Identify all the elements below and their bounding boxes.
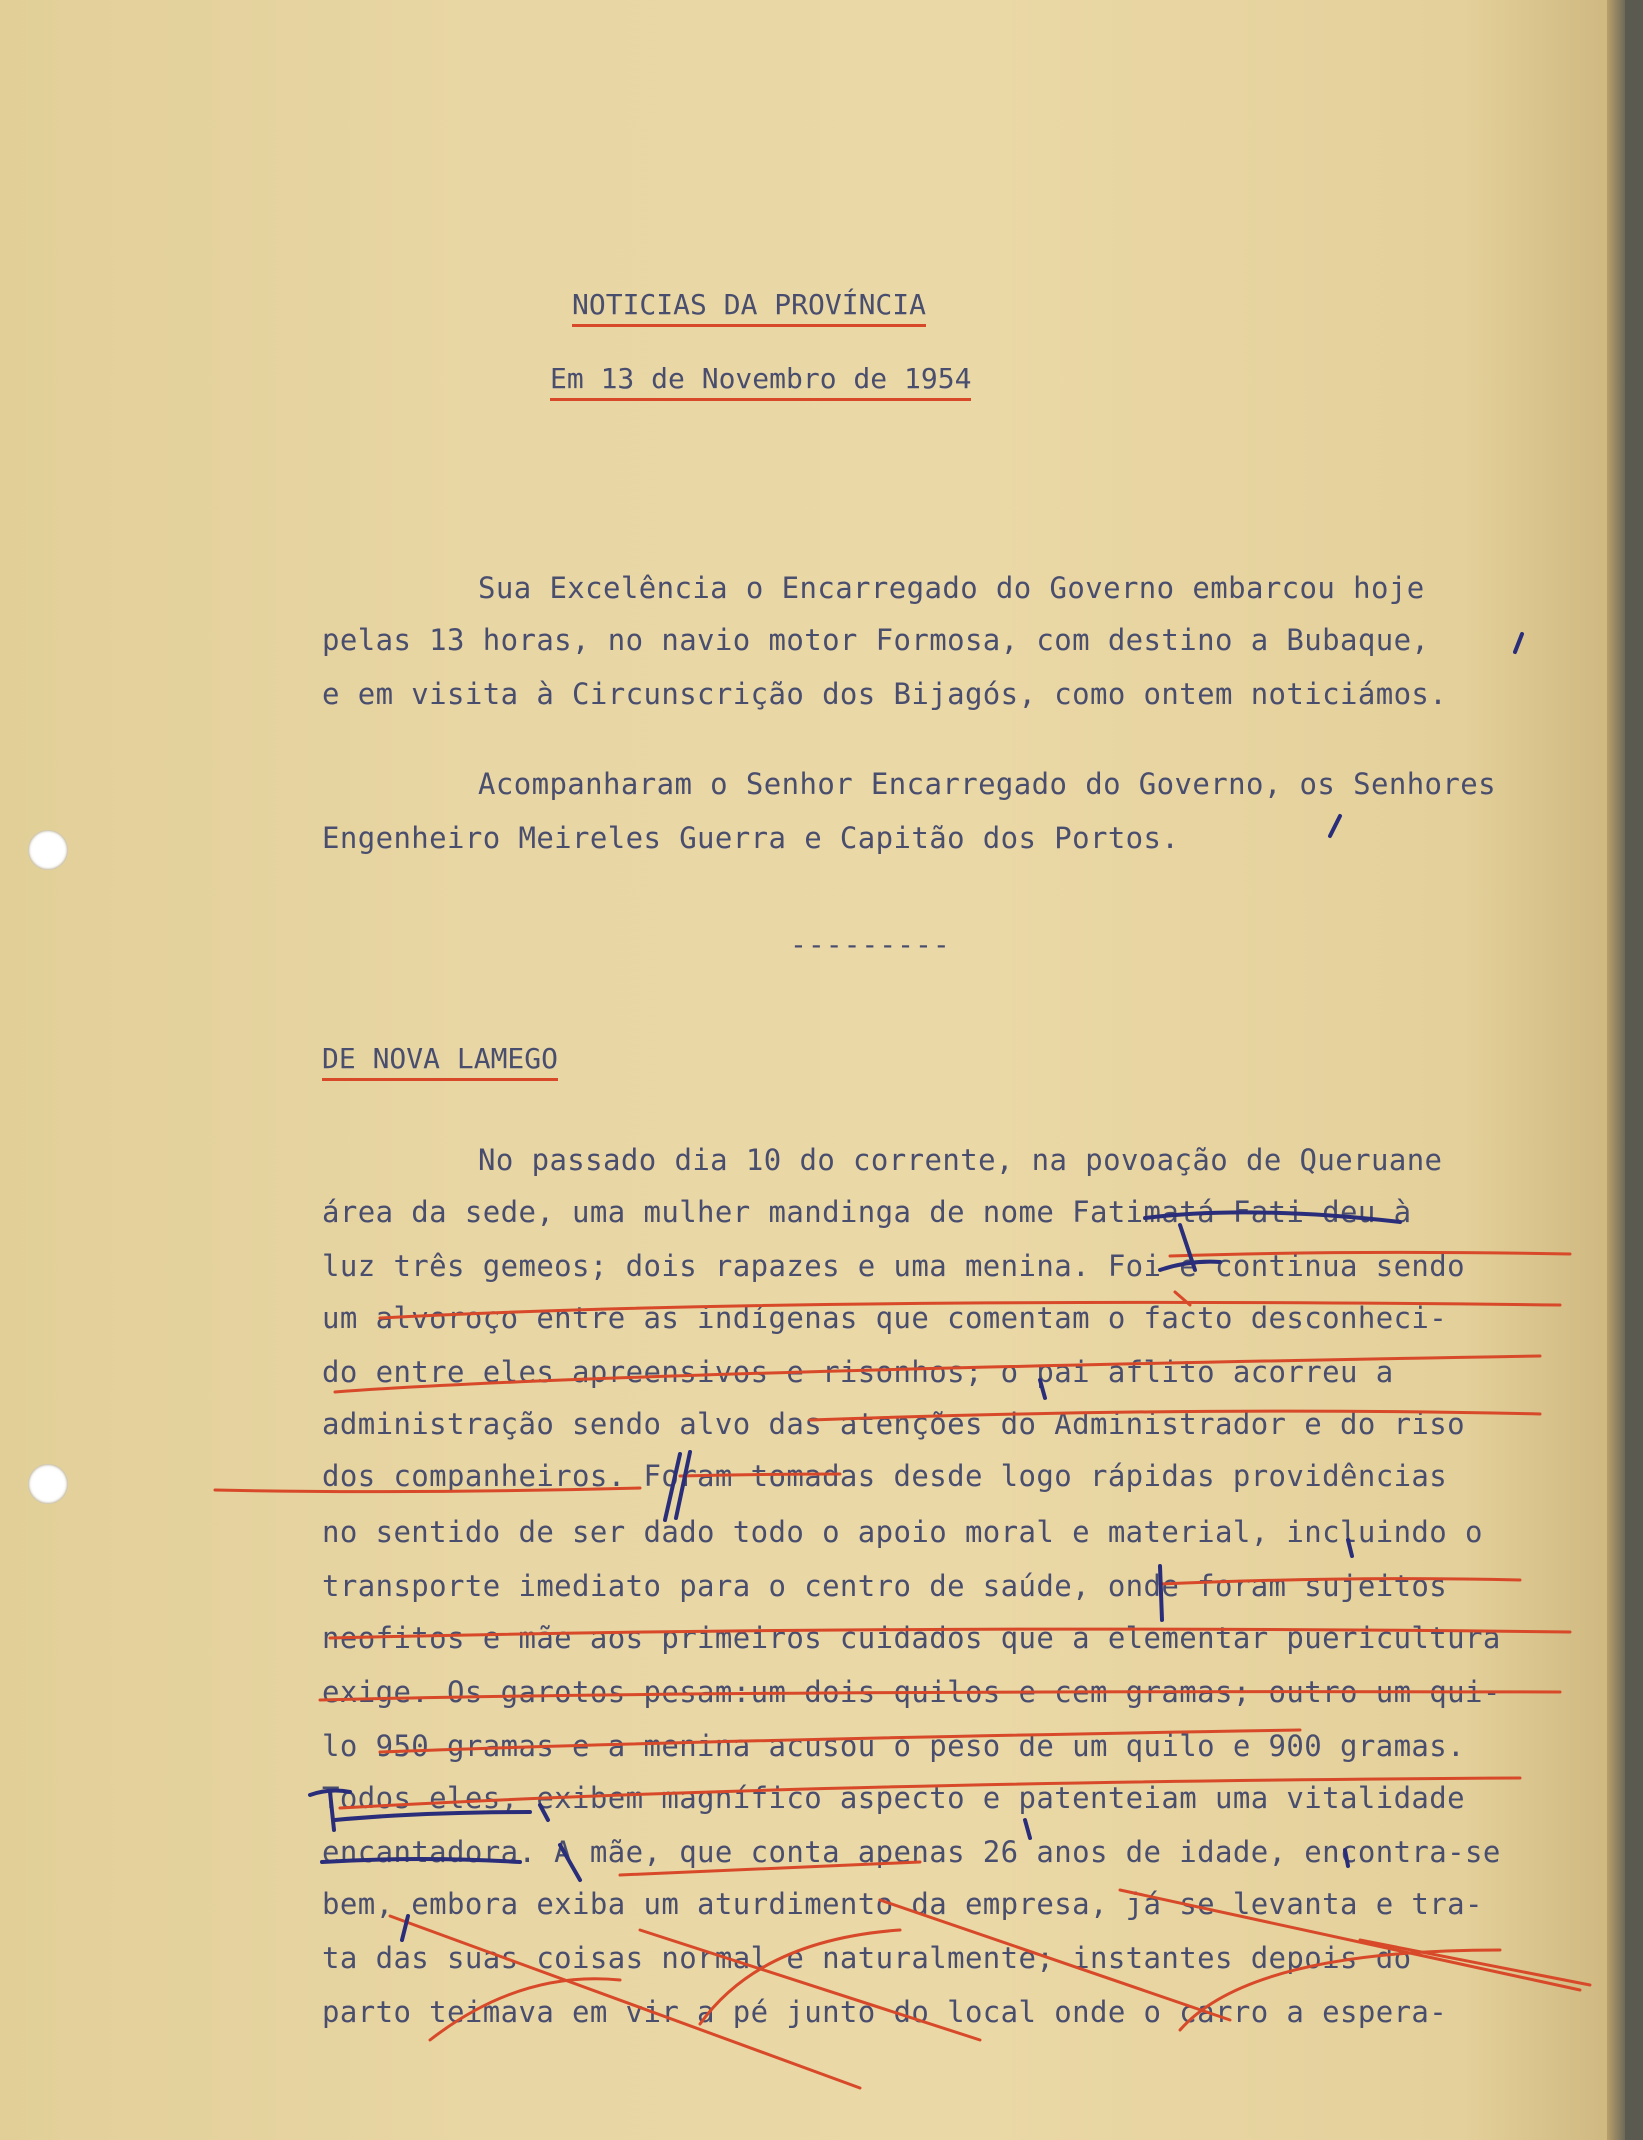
blue-capital-mark (330, 1792, 334, 1830)
paragraph3-line: Todos eles, exibem magnífico aspecto e patenteiam uma vitalidade (322, 1781, 1466, 1815)
red-strike-line (680, 1474, 840, 1476)
blue-strike-line (322, 1859, 520, 1862)
paragraph3-line: No passado dia 10 do corrente, na povoação de Queruane (478, 1143, 1443, 1177)
blue-mark (560, 1845, 580, 1880)
paragraph3-line: dos companheiros. Foram tomadas desde logo rápidas providências (322, 1459, 1448, 1493)
red-cross-line (390, 1916, 860, 2088)
paragraph2-line: Engenheiro Meireles Guerra e Capitão dos Portos. (322, 821, 1180, 855)
blue-comma (540, 1805, 548, 1820)
paragraph3-line: lo 950 gramas e a menina acusou o peso de um quilo e 900 gramas. (322, 1729, 1466, 1763)
red-strike-line (380, 1302, 1560, 1318)
red-cross-line (1360, 1940, 1590, 1985)
red-strike-line (335, 1356, 1540, 1392)
red-strike-line (330, 1629, 1570, 1638)
paragraph3-line: neofitos e mãe aos primeiros cuidados que a elementar puericultura (322, 1621, 1501, 1655)
paragraph2-line: Acompanharam o Senhor Encarregado do Governo, os Senhores (478, 767, 1496, 801)
blue-comma (1515, 634, 1522, 652)
paragraph3-line: no sentido de ser dado todo o apoio moral e material, incluindo o (322, 1515, 1483, 1549)
red-cross-line (700, 1930, 900, 2024)
red-strike-line (215, 1488, 640, 1492)
red-cross-line (880, 1900, 1230, 2020)
document-date: Em 13 de Novembro de 1954 (550, 360, 971, 401)
section-heading: DE NOVA LAMEGO (322, 1040, 558, 1081)
blue-comma (1330, 816, 1340, 836)
red-strike-line (1160, 1579, 1520, 1584)
blue-comma (1345, 1850, 1348, 1866)
red-strike-line (320, 1692, 1560, 1700)
paragraph3-line: administração sendo alvo das atenções do Administrador e do riso (322, 1407, 1466, 1441)
blue-insert-line (1145, 1212, 1400, 1222)
paragraph1-line: Sua Excelência o Encarregado do Governo embarcou hoje (478, 571, 1425, 605)
paragraph3-line: um alvoroço entre as indígenas que comentam o facto desconheci- (322, 1301, 1448, 1335)
document-title: NOTICIAS DA PROVÍNCIA (572, 286, 926, 327)
paragraph3-line: ta das suas coisas normal e naturalmente; instantes depois do (322, 1941, 1412, 1975)
blue-insert-mark (1160, 1262, 1220, 1270)
red-cross-line (1120, 1890, 1580, 1990)
paragraph3-line: do entre eles apreensivos e risonhos; o pai aflito acorreu a (322, 1355, 1394, 1389)
blue-strike-line (335, 1812, 530, 1820)
red-strike-line (620, 1862, 920, 1875)
red-strike-line (340, 1778, 1520, 1808)
separator-dashes: --------- (790, 928, 951, 961)
paragraph3-line: área da sede, uma mulher mandinga de nome Fatimatá Fati deu à (322, 1195, 1412, 1229)
red-strike-line (810, 1411, 1540, 1420)
paragraph3-line: bem, embora exiba um aturdimento da empresa, já se levanta e tra- (322, 1887, 1483, 1921)
red-strike-line (1170, 1252, 1570, 1256)
blue-comma (1025, 1820, 1030, 1838)
blue-insert-mark (1160, 1566, 1162, 1620)
paragraph3-line: transporte imediato para o centro de saúde, onde foram sujeitos (322, 1569, 1448, 1603)
blue-comma (1348, 1540, 1352, 1556)
paragraph3-line: exige. Os garotos pesam:um dois quilos e cem gramas; outro um qui- (322, 1675, 1501, 1709)
blue-comma (1040, 1380, 1045, 1398)
paragraph3-line: luz três gemeos; dois rapazes e uma menina. Foi e continua sendo (322, 1249, 1466, 1283)
paragraph1-line: e em visita à Circunscrição dos Bijagós, como ontem noticiámos. (322, 677, 1448, 711)
paragraph3-line: encantadora. A mãe, que conta apenas 26 anos de idade, encontra-se (322, 1835, 1501, 1869)
red-strike-line (380, 1730, 1300, 1752)
paragraph1-line: pelas 13 horas, no navio motor Formosa, com destino a Bubaque, (322, 623, 1430, 657)
paragraph3-line: parto teimava em vir a pé junto do local onde o carro a espera- (322, 1995, 1448, 2029)
red-cross-line (430, 1979, 620, 2040)
